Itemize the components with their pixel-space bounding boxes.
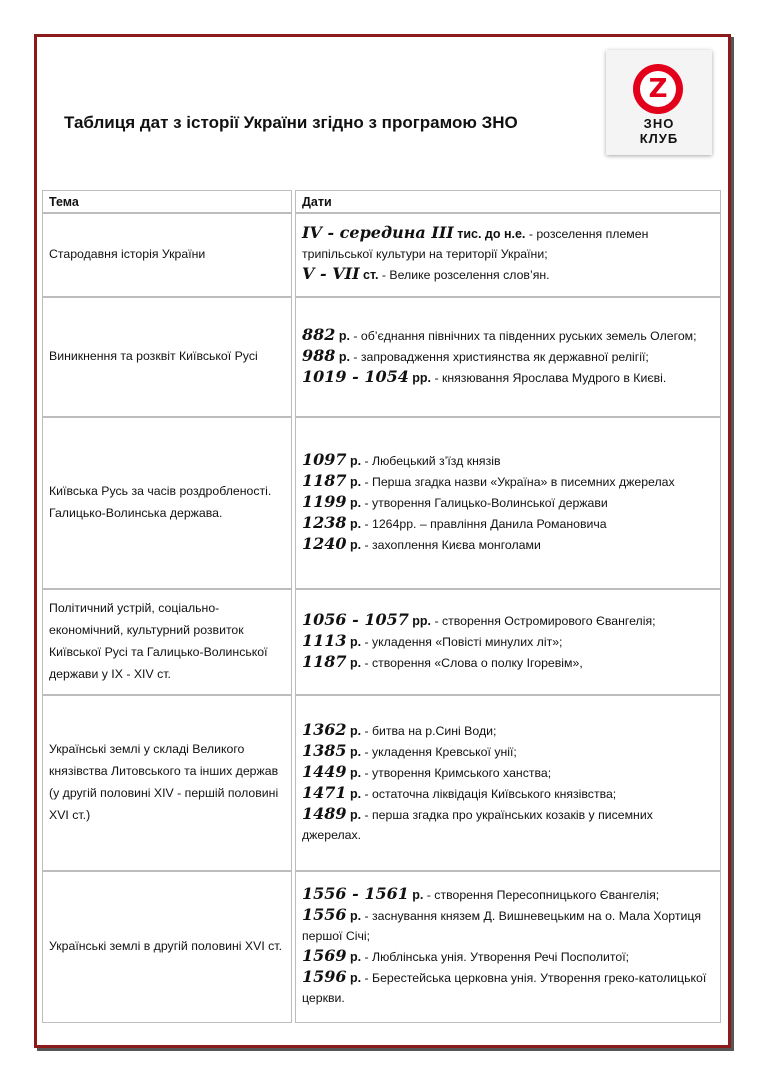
header-dates: Дати: [295, 190, 721, 213]
event-item: [302, 884, 715, 905]
table-body: [42, 213, 721, 1023]
event-text: - запровадження християнства як державної релігії;: [353, 349, 649, 364]
event-date: 1471: [302, 782, 347, 802]
table-row: [42, 417, 721, 589]
event-text: - створення Остромирового Євангелія;: [434, 613, 656, 628]
event-item: [302, 325, 715, 346]
dates-cell: [295, 871, 721, 1023]
dates-table: [39, 190, 724, 1023]
event-text: - остаточна ліквідація Київського князівства;: [364, 786, 617, 801]
event-text: - утворення Галицько-Волинської держави: [364, 495, 608, 510]
event-unit: р.: [349, 971, 362, 985]
event-date: 1596: [302, 967, 347, 986]
event-text: - 1264рр. – правління Данила Романовича: [364, 516, 607, 531]
event-date: 1385: [302, 740, 347, 760]
event-date: 1556 - 1561: [302, 884, 409, 903]
event-unit: р.: [349, 516, 362, 531]
event-text: - заснування князем Д. Вишневецьким на о. Мала Хортиця першої Січі;: [302, 909, 702, 943]
event-item: [302, 741, 715, 762]
event-unit: р.: [338, 328, 350, 343]
event-item: [302, 264, 715, 285]
event-unit: р.: [338, 349, 350, 364]
event-date: 1240: [302, 533, 347, 553]
topic-cell: Стародавня історія України: [42, 213, 292, 297]
event-text: - Велике розселення слов’ян.: [381, 268, 550, 282]
topic-cell: Політичний устрій, соціально-економічний, культурний розвиток Київської Русі та Галицько-Волинської держави у IX - XIV ст.: [42, 589, 292, 695]
event-date: 1238: [302, 512, 347, 532]
event-unit: р.: [349, 634, 362, 649]
topic-cell: Українські землі у складі Великого князівства Литовського та інших держав (у другій половині XIV - першій половині XVI ст.): [42, 695, 292, 871]
event-text: - перша згадка про українських козаків у писемних джерелах.: [302, 807, 653, 842]
topic-cell: Київська Русь за часів роздробленості. Галицько-Волинська держава.: [42, 417, 292, 589]
event-date: 1556: [302, 905, 347, 924]
event-unit: р.: [349, 723, 362, 738]
event-text: - створення «Слова о полку Ігоревім»,: [364, 655, 583, 670]
event-unit: р.: [349, 807, 362, 822]
event-item: [302, 367, 715, 388]
table-row: [42, 297, 721, 417]
event-date: 1199: [302, 491, 347, 511]
event-date: 1097: [302, 449, 347, 469]
event-date: 1489: [302, 803, 347, 823]
topic-cell: Українські землі в другій половині XVI ст.: [42, 871, 292, 1023]
event-item: [302, 223, 715, 264]
event-item: [302, 534, 715, 555]
event-item: [302, 652, 715, 673]
event-item: [302, 631, 715, 652]
dates-cell: [295, 695, 721, 871]
event-text: - утворення Кримського ханства;: [364, 765, 552, 780]
event-text: - створення Пересопницького Євангелія;: [426, 888, 660, 902]
event-text: - розселення племен трипільської культури на території України;: [302, 227, 649, 261]
event-unit: р.: [349, 765, 362, 780]
event-unit: р.: [412, 888, 424, 902]
event-date: 1362: [302, 719, 347, 739]
logo-line1: ЗНО: [643, 116, 675, 131]
event-text: - захоплення Києва монголами: [364, 537, 541, 552]
event-item: [302, 720, 715, 741]
event-date: 1019 - 1054: [302, 366, 409, 386]
event-unit: р.: [349, 744, 362, 759]
event-date: 1187: [302, 651, 347, 671]
logo-ring: [633, 64, 683, 114]
event-item: [302, 492, 715, 513]
event-unit: р.: [349, 786, 362, 801]
event-item: [302, 804, 715, 845]
event-date: 1056 - 1057: [302, 609, 409, 629]
event-text: - об’єднання північних та південних руських земель Олегом;: [353, 328, 697, 343]
table-row: [42, 871, 721, 1023]
table-row: [42, 589, 721, 695]
event-item: [302, 346, 715, 367]
logo-line2: КЛУБ: [639, 131, 679, 146]
event-unit: тис. до н.е.: [457, 227, 526, 241]
event-unit: ст.: [363, 268, 379, 282]
event-date: 1569: [302, 946, 347, 965]
event-date: 1113: [302, 630, 347, 650]
event-unit: рр.: [412, 613, 432, 628]
event-item: [302, 946, 715, 967]
event-unit: р.: [349, 474, 362, 489]
dates-cell: [295, 213, 721, 297]
event-date: V - VII: [302, 264, 360, 283]
event-text: - князювання Ярослава Мудрого в Києві.: [434, 370, 667, 385]
dates-cell: [295, 589, 721, 695]
event-item: [302, 905, 715, 946]
event-unit: рр.: [412, 370, 432, 385]
event-item: [302, 610, 715, 631]
event-item: [302, 513, 715, 534]
zno-club-logo: [606, 50, 712, 155]
page-title: Таблиця дат з історії України згідно з програмою ЗНО: [64, 113, 518, 132]
event-item: [302, 450, 715, 471]
event-text: - Перша згадка назви «Україна» в писемних джерелах: [364, 474, 675, 489]
event-date: 988: [302, 345, 336, 365]
table-row: [42, 213, 721, 297]
dates-cell: [295, 297, 721, 417]
event-unit: р.: [349, 537, 362, 552]
event-text: - укладення «Повісті минулих літ»;: [364, 634, 563, 649]
event-date: 1187: [302, 470, 347, 490]
event-unit: р.: [349, 950, 362, 964]
event-text: - Любецький з’їзд князів: [364, 453, 501, 468]
dates-cell: [295, 417, 721, 589]
event-date: 882: [302, 324, 336, 344]
topic-cell: Виникнення та розквіт Київської Русі: [42, 297, 292, 417]
table-row: [42, 695, 721, 871]
logo-letter: Z: [640, 71, 676, 107]
event-unit: р.: [349, 495, 362, 510]
event-item: [302, 762, 715, 783]
event-unit: р.: [349, 453, 362, 468]
event-item: [302, 967, 715, 1008]
event-item: [302, 471, 715, 492]
event-unit: р.: [349, 909, 362, 923]
event-text: - укладення Кревської унії;: [364, 744, 517, 759]
event-item: [302, 783, 715, 804]
event-text: - Люблінська унія. Утворення Речі Посполитої;: [364, 950, 630, 964]
header-topic: Тема: [42, 190, 292, 213]
event-text: - Берестейська церковна унія. Утворення греко-католицької церкви.: [302, 971, 707, 1005]
event-date: IV - середина III: [302, 223, 454, 242]
event-date: 1449: [302, 761, 347, 781]
event-text: - битва на р.Сині Води;: [364, 723, 497, 738]
event-unit: р.: [349, 655, 362, 670]
table-header-row: [42, 190, 721, 213]
